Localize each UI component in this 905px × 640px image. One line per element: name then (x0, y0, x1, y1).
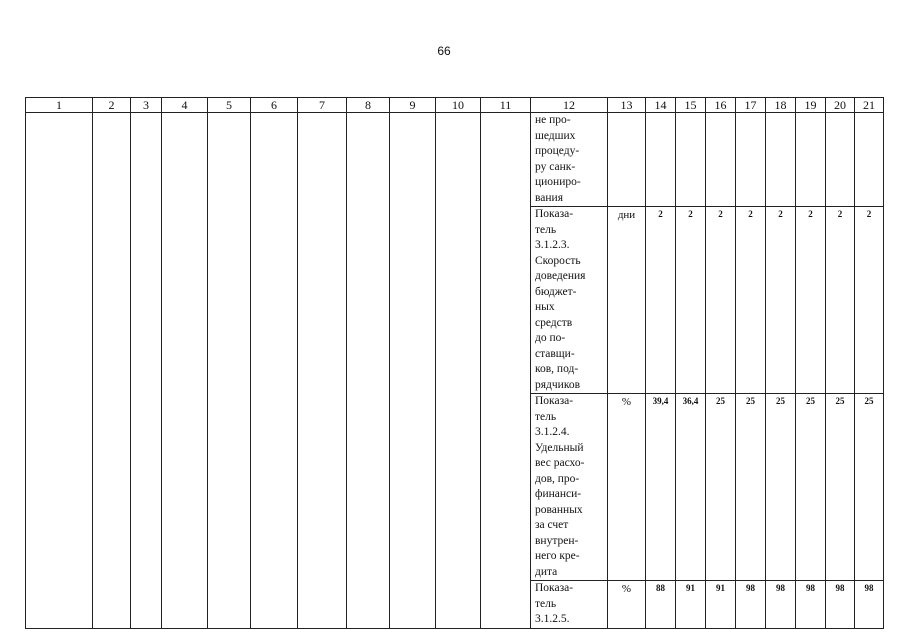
indicator-value: 98 (736, 581, 766, 629)
page-number: 66 (437, 44, 451, 58)
indicator-value: 36,4 (676, 394, 706, 581)
column-header: 7 (298, 98, 347, 113)
indicator-value (676, 113, 706, 207)
indicator-value (796, 113, 826, 207)
indicator-value: 98 (855, 581, 884, 629)
column-header: 15 (676, 98, 706, 113)
column-header: 9 (390, 98, 436, 113)
indicator-value: 2 (676, 207, 706, 394)
column-header: 3 (131, 98, 162, 113)
indicator-value: 25 (796, 394, 826, 581)
empty-cell (251, 113, 298, 629)
empty-cell (131, 113, 162, 629)
indicator-description: Показа- тель 3.1.2.5. (531, 581, 608, 629)
indicator-value: 98 (766, 581, 796, 629)
column-header: 14 (646, 98, 676, 113)
indicator-value: 25 (736, 394, 766, 581)
column-header: 2 (93, 98, 131, 113)
indicator-value: 2 (796, 207, 826, 394)
indicator-value: 2 (706, 207, 736, 394)
empty-cell (347, 113, 390, 629)
indicator-value: 91 (676, 581, 706, 629)
indicator-value (826, 113, 855, 207)
column-header: 5 (208, 98, 251, 113)
empty-cell (208, 113, 251, 629)
column-header: 16 (706, 98, 736, 113)
empty-cell (390, 113, 436, 629)
column-header: 11 (481, 98, 531, 113)
column-header: 13 (608, 98, 646, 113)
indicator-value: 2 (646, 207, 676, 394)
empty-cell (26, 113, 93, 629)
column-header: 19 (796, 98, 826, 113)
column-header: 20 (826, 98, 855, 113)
column-header: 17 (736, 98, 766, 113)
indicator-value (736, 113, 766, 207)
column-header: 10 (436, 98, 481, 113)
column-header: 12 (531, 98, 608, 113)
indicator-value: 88 (646, 581, 676, 629)
indicator-unit (608, 113, 646, 207)
empty-cell (436, 113, 481, 629)
indicator-value: 2 (855, 207, 884, 394)
column-header: 6 (251, 98, 298, 113)
indicator-unit: дни (608, 207, 646, 394)
indicator-value (766, 113, 796, 207)
empty-cell (481, 113, 531, 629)
column-header: 8 (347, 98, 390, 113)
indicator-value: 25 (766, 394, 796, 581)
indicator-value: 91 (706, 581, 736, 629)
indicator-unit: % (608, 394, 646, 581)
header-row (26, 98, 884, 113)
column-header: 18 (766, 98, 796, 113)
indicator-description: Показа- тель 3.1.2.4. Удельный вес расхо- дов, про- финанси- рованных за счет внутрен- него кре- дита (531, 394, 608, 581)
indicator-value: 98 (796, 581, 826, 629)
indicator-value: 2 (766, 207, 796, 394)
column-header: 1 (26, 98, 93, 113)
column-header: 4 (162, 98, 208, 113)
indicator-description: Показа- тель 3.1.2.3. Скорость доведения бюджет- ных средств до по- ставщи- ков, под- рядчиков (531, 207, 608, 394)
indicator-value: 2 (826, 207, 855, 394)
empty-cell (298, 113, 347, 629)
indicator-description: не про- шедших процеду- ру санк- циониро- вания (531, 113, 608, 207)
indicator-value: 2 (736, 207, 766, 394)
indicator-value (646, 113, 676, 207)
indicator-value: 25 (826, 394, 855, 581)
indicator-value: 25 (855, 394, 884, 581)
indicator-value: 39,4 (646, 394, 676, 581)
empty-cell (93, 113, 131, 629)
indicator-table (25, 97, 884, 629)
indicator-unit: % (608, 581, 646, 629)
indicator-value (706, 113, 736, 207)
indicator-value: 25 (706, 394, 736, 581)
table-row (26, 113, 884, 207)
indicator-value (855, 113, 884, 207)
empty-cell (162, 113, 208, 629)
indicator-value: 98 (826, 581, 855, 629)
column-header: 21 (855, 98, 884, 113)
